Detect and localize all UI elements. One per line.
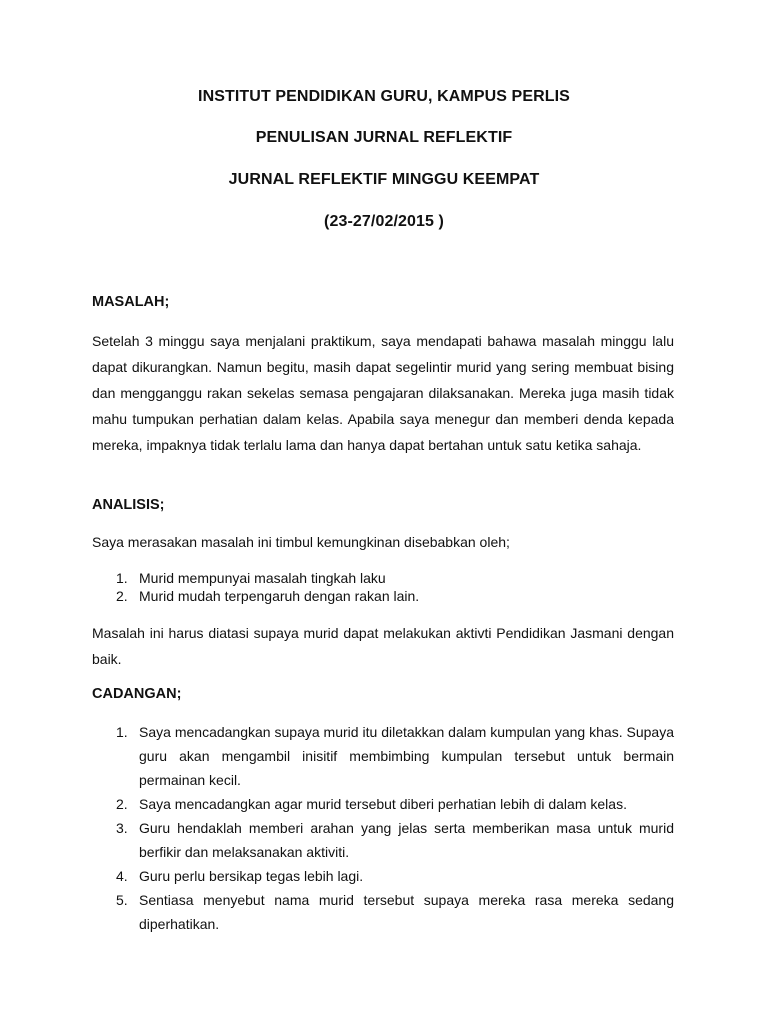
date-range: (23-27/02/2015 ) — [324, 213, 444, 230]
analisis-intro: Saya merasakan masalah ini timbul kemungkinan disebabkan oleh; — [92, 534, 510, 550]
list-number: 2. — [116, 796, 128, 812]
list-item-text: Sentiasa menyebut nama murid tersebut supaya mereka rasa mereka sedang diperhatikan. — [139, 892, 674, 932]
list-item-text: Saya mencadangkan agar murid tersebut diberi perhatian lebih di dalam kelas. — [139, 796, 627, 812]
masalah-heading: MASALAH; — [92, 294, 170, 310]
list-number: 2. — [116, 588, 128, 604]
list-number: 4. — [116, 868, 128, 884]
list-number: 3. — [116, 820, 128, 836]
masalah-paragraph: Setelah 3 minggu saya menjalani praktikum, saya mendapati bahawa masalah minggu lalu dapat dikurangkan. Namun begitu, masih dapat segelintir murid yang sering membuat bising dan mengganggu rakan sekelas semasa pengajaran dilaksanakan. Mereka juga masih tidak mahu tumpukan perhatian dalam kelas. Apabila saya menegur dan memberi denda kepada mereka, impaknya tidak terlalu lama dan hanya dapat bertahan untuk satu ketika sahaja. — [92, 333, 674, 453]
list-item-text: Saya mencadangkan supaya murid itu diletakkan dalam kumpulan yang khas. Supaya guru akan mengambil inisitif membimbing kumpulan tersebut untuk bermain permainan kecil. — [139, 724, 674, 788]
list-item-text: Murid mempunyai masalah tingkah laku — [139, 570, 386, 586]
institute-title: INSTITUT PENDIDIKAN GURU, KAMPUS PERLIS — [198, 88, 570, 105]
list-item-text: Guru perlu bersikap tegas lebih lagi. — [139, 868, 364, 884]
journal-title: JURNAL REFLEKTIF MINGGU KEEMPAT — [228, 171, 540, 188]
list-item — [92, 816, 674, 864]
list-item — [92, 792, 674, 816]
analisis-conclusion: Masalah ini harus diatasi supaya murid dapat melakukan aktivti Pendidikan Jasmani dengan baik. — [92, 625, 674, 667]
list-item — [92, 587, 674, 605]
analisis-list — [92, 569, 674, 605]
list-item-text: Murid mudah terpengaruh dengan rakan lain. — [139, 588, 420, 604]
document-title: PENULISAN JURNAL REFLEKTIF — [255, 129, 513, 146]
list-item — [92, 864, 674, 888]
cadangan-heading: CADANGAN; — [92, 686, 182, 702]
cadangan-list — [92, 720, 674, 936]
list-item — [92, 888, 674, 936]
list-number: 1. — [116, 570, 128, 586]
analisis-heading: ANALISIS; — [92, 497, 165, 513]
list-item — [92, 720, 674, 792]
list-item-text: Guru hendaklah memberi arahan yang jelas serta memberikan masa untuk murid berfikir dan melaksanakan aktiviti. — [139, 820, 674, 860]
list-number: 1. — [116, 724, 128, 740]
list-item — [92, 569, 674, 587]
list-number: 5. — [116, 892, 128, 908]
